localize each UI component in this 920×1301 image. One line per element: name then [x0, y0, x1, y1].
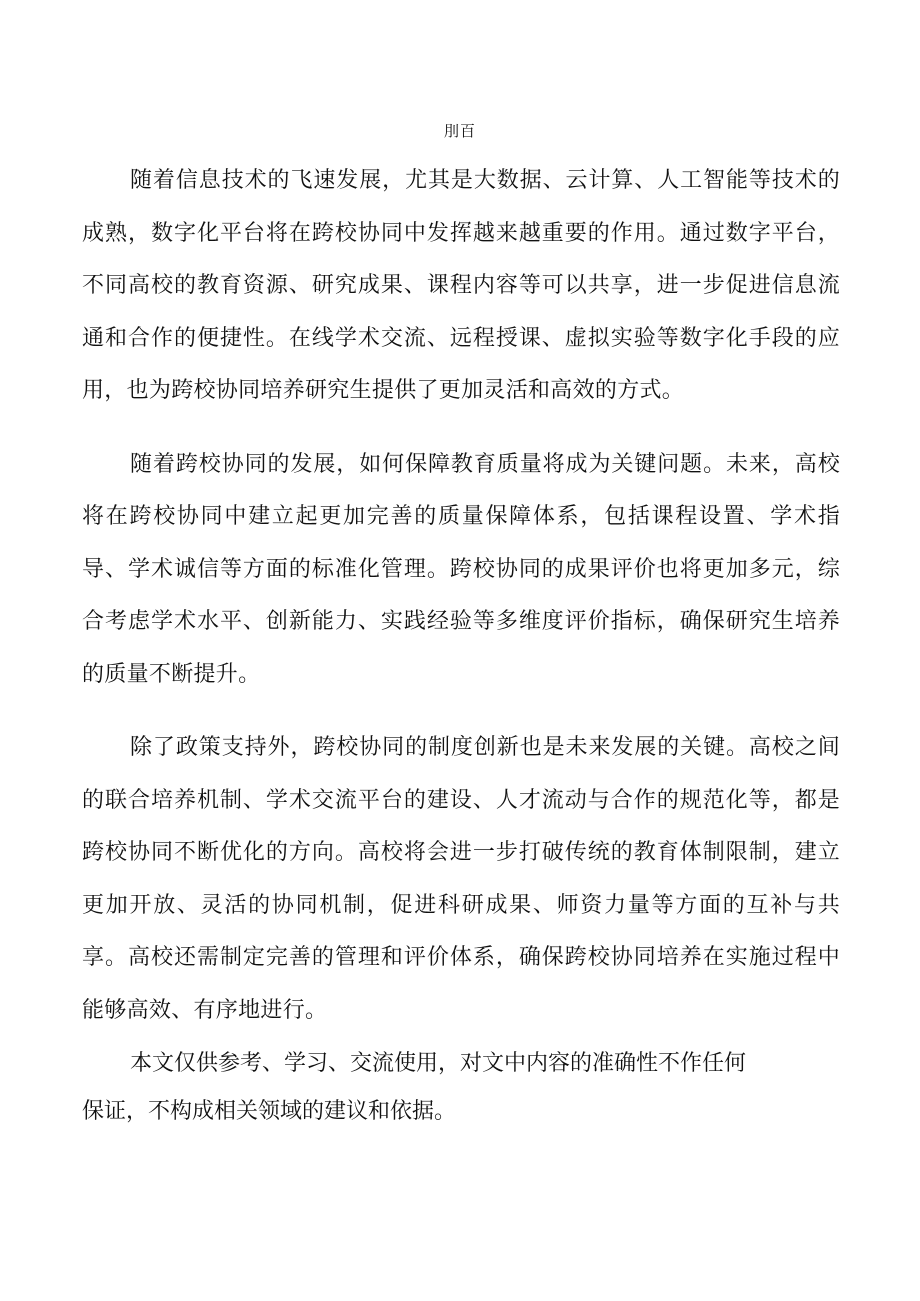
disclaimer	[82, 1040, 782, 1136]
page-title: 刖百	[443, 122, 476, 140]
disclaimer-line-1: 本文仅供参考、学习、交流使用，对文中内容的准确性不作任何	[130, 1051, 747, 1076]
paragraph-institutional-innovation: 除了政策支持外，跨校协同的制度创新也是未来发展的关键。高校之间的联合培养机制、学术交流平台的建设、人才流动与合作的规范化等，都是跨校协同不断优化的方向。高校将会进一步打破传统的教育体制限制，建立更加开放、灵活的协同机制，促进科研成果、师资力量等方面的互补与共享。高校还需制定完善的管理和评价体系，确保跨校协同培养在实施过程中能够高效、有序地进行。	[82, 735, 840, 1023]
paragraph-quality-assurance: 随着跨校协同的发展，如何保障教育质量将成为关键问题。未来，高校将在跨校协同中建立起更加完善的质量保障体系，包括课程设置、学术指导、学术诚信等方面的标准化管理。跨校协同的成果评价也将更加多元，综合考虑学术水平、创新能力、实践经验等多维度评价指标，确保研究生培养的质量不断提升。	[82, 451, 840, 687]
body-text	[82, 155, 840, 1058]
disclaimer-line-2: 保证，不构成相关领域的建议和依据。	[82, 1099, 457, 1124]
paragraph-digital-platform: 随着信息技术的飞速发展，尤其是大数据、云计算、人工智能等技术的成熟，数字化平台将在跨校协同中发挥越来越重要的作用。通过数字平台，不同高校的教育资源、研究成果、课程内容等可以共享，进一步促进信息流通和合作的便捷性。在线学术交流、远程授课、虚拟实验等数字化手段的应用，也为跨校协同培养研究生提供了更加灵活和高效的方式。	[82, 168, 840, 403]
